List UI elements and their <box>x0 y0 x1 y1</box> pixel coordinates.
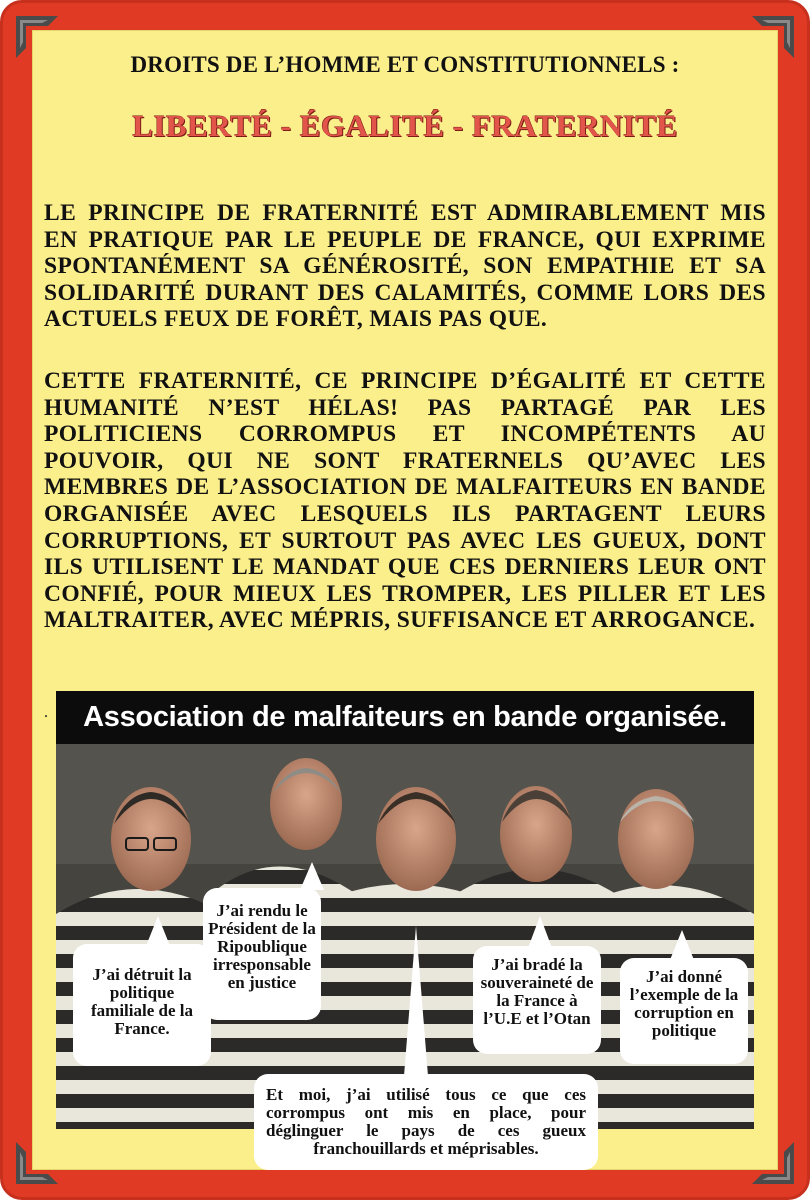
paragraph-2: CETTE FRATERNITÉ, CE PRINCIPE D’ÉGALITÉ ET CETTE HUMANITÉ N’EST HÉLAS! PAS PARTAGÉ PAR LES POLITICIENS CORROMPUS ET INCOMPÉTENTS AU POUVOIR, QUI NE SONT FRATERNELS QU’AVEC LES MEMBRES DE L’ASSOCIATION DE MALFAITEURS EN BANDE ORGANISÉE AVEC LESQUELS ILS PARTAGENT LEURS CORRUPTIONS, ET SURTOUT PAS AVEC LES GUEUX, DONT ILS UTILISENT LE MANDAT QUE CES DERNIERS LEUR ONT CONFIÉ, POUR MIEUX LES TROMPER, LES PILLER ET LES MALTRAITER, AVEC MÉPRIS, SUFFISANCE ET ARROGANCE. <box>44 368 766 634</box>
bubble-tail <box>300 862 324 890</box>
page-title: DROITS DE L’HOMME ET CONSTITUTIONNELS : <box>130 52 680 77</box>
speech-bubble-2: J’ai rendu le Président de la Ripoublique irresponsable en justice <box>203 888 321 1020</box>
bubble-tail <box>528 916 552 948</box>
bubble-tail <box>404 926 428 1076</box>
speech-bubble-3: J’ai bradé la souveraineté de la France à l’U.E et l’Otan <box>473 946 601 1054</box>
speech-bubble-1: J’ai détruit la politique familiale de la France. <box>73 944 211 1066</box>
meme-image <box>56 691 754 1158</box>
meme-scene <box>56 744 754 1158</box>
meme-title: Association de malfaiteurs en bande organisée. <box>56 691 754 744</box>
paragraph-1: LE PRINCIPE DE FRATERNITÉ EST ADMIRABLEMENT MIS EN PRATIQUE PAR LE PEUPLE DE FRANCE, QUI EXPRIME SPONTANÉMENT SA GÉNÉROSITÉ, SON EMPATHIE ET SA SOLIDARITÉ DURANT DES CALAMITÉS, COMME LORS DES ACTUELS FEUX DE FORÊT, MAIS PAS QUE. <box>44 200 766 333</box>
speech-bubble-5: Et moi, j’ai utilisé tous ce que ces corrompus ont mis en place, pour déglinguer le pays de ces gueux franchouillards et méprisables. <box>254 1074 598 1170</box>
corner-ornament-icon <box>750 1140 796 1186</box>
corner-ornament-icon <box>14 1140 60 1186</box>
speech-bubble-4: J’ai donné l’exemple de la corruption en politique <box>620 958 748 1064</box>
stray-dot: . <box>44 704 48 721</box>
motto: LIBERTÉ - ÉGALITÉ - FRATERNITÉ <box>132 108 678 143</box>
bubble-tail <box>146 916 170 946</box>
bubble-tail <box>670 930 694 960</box>
